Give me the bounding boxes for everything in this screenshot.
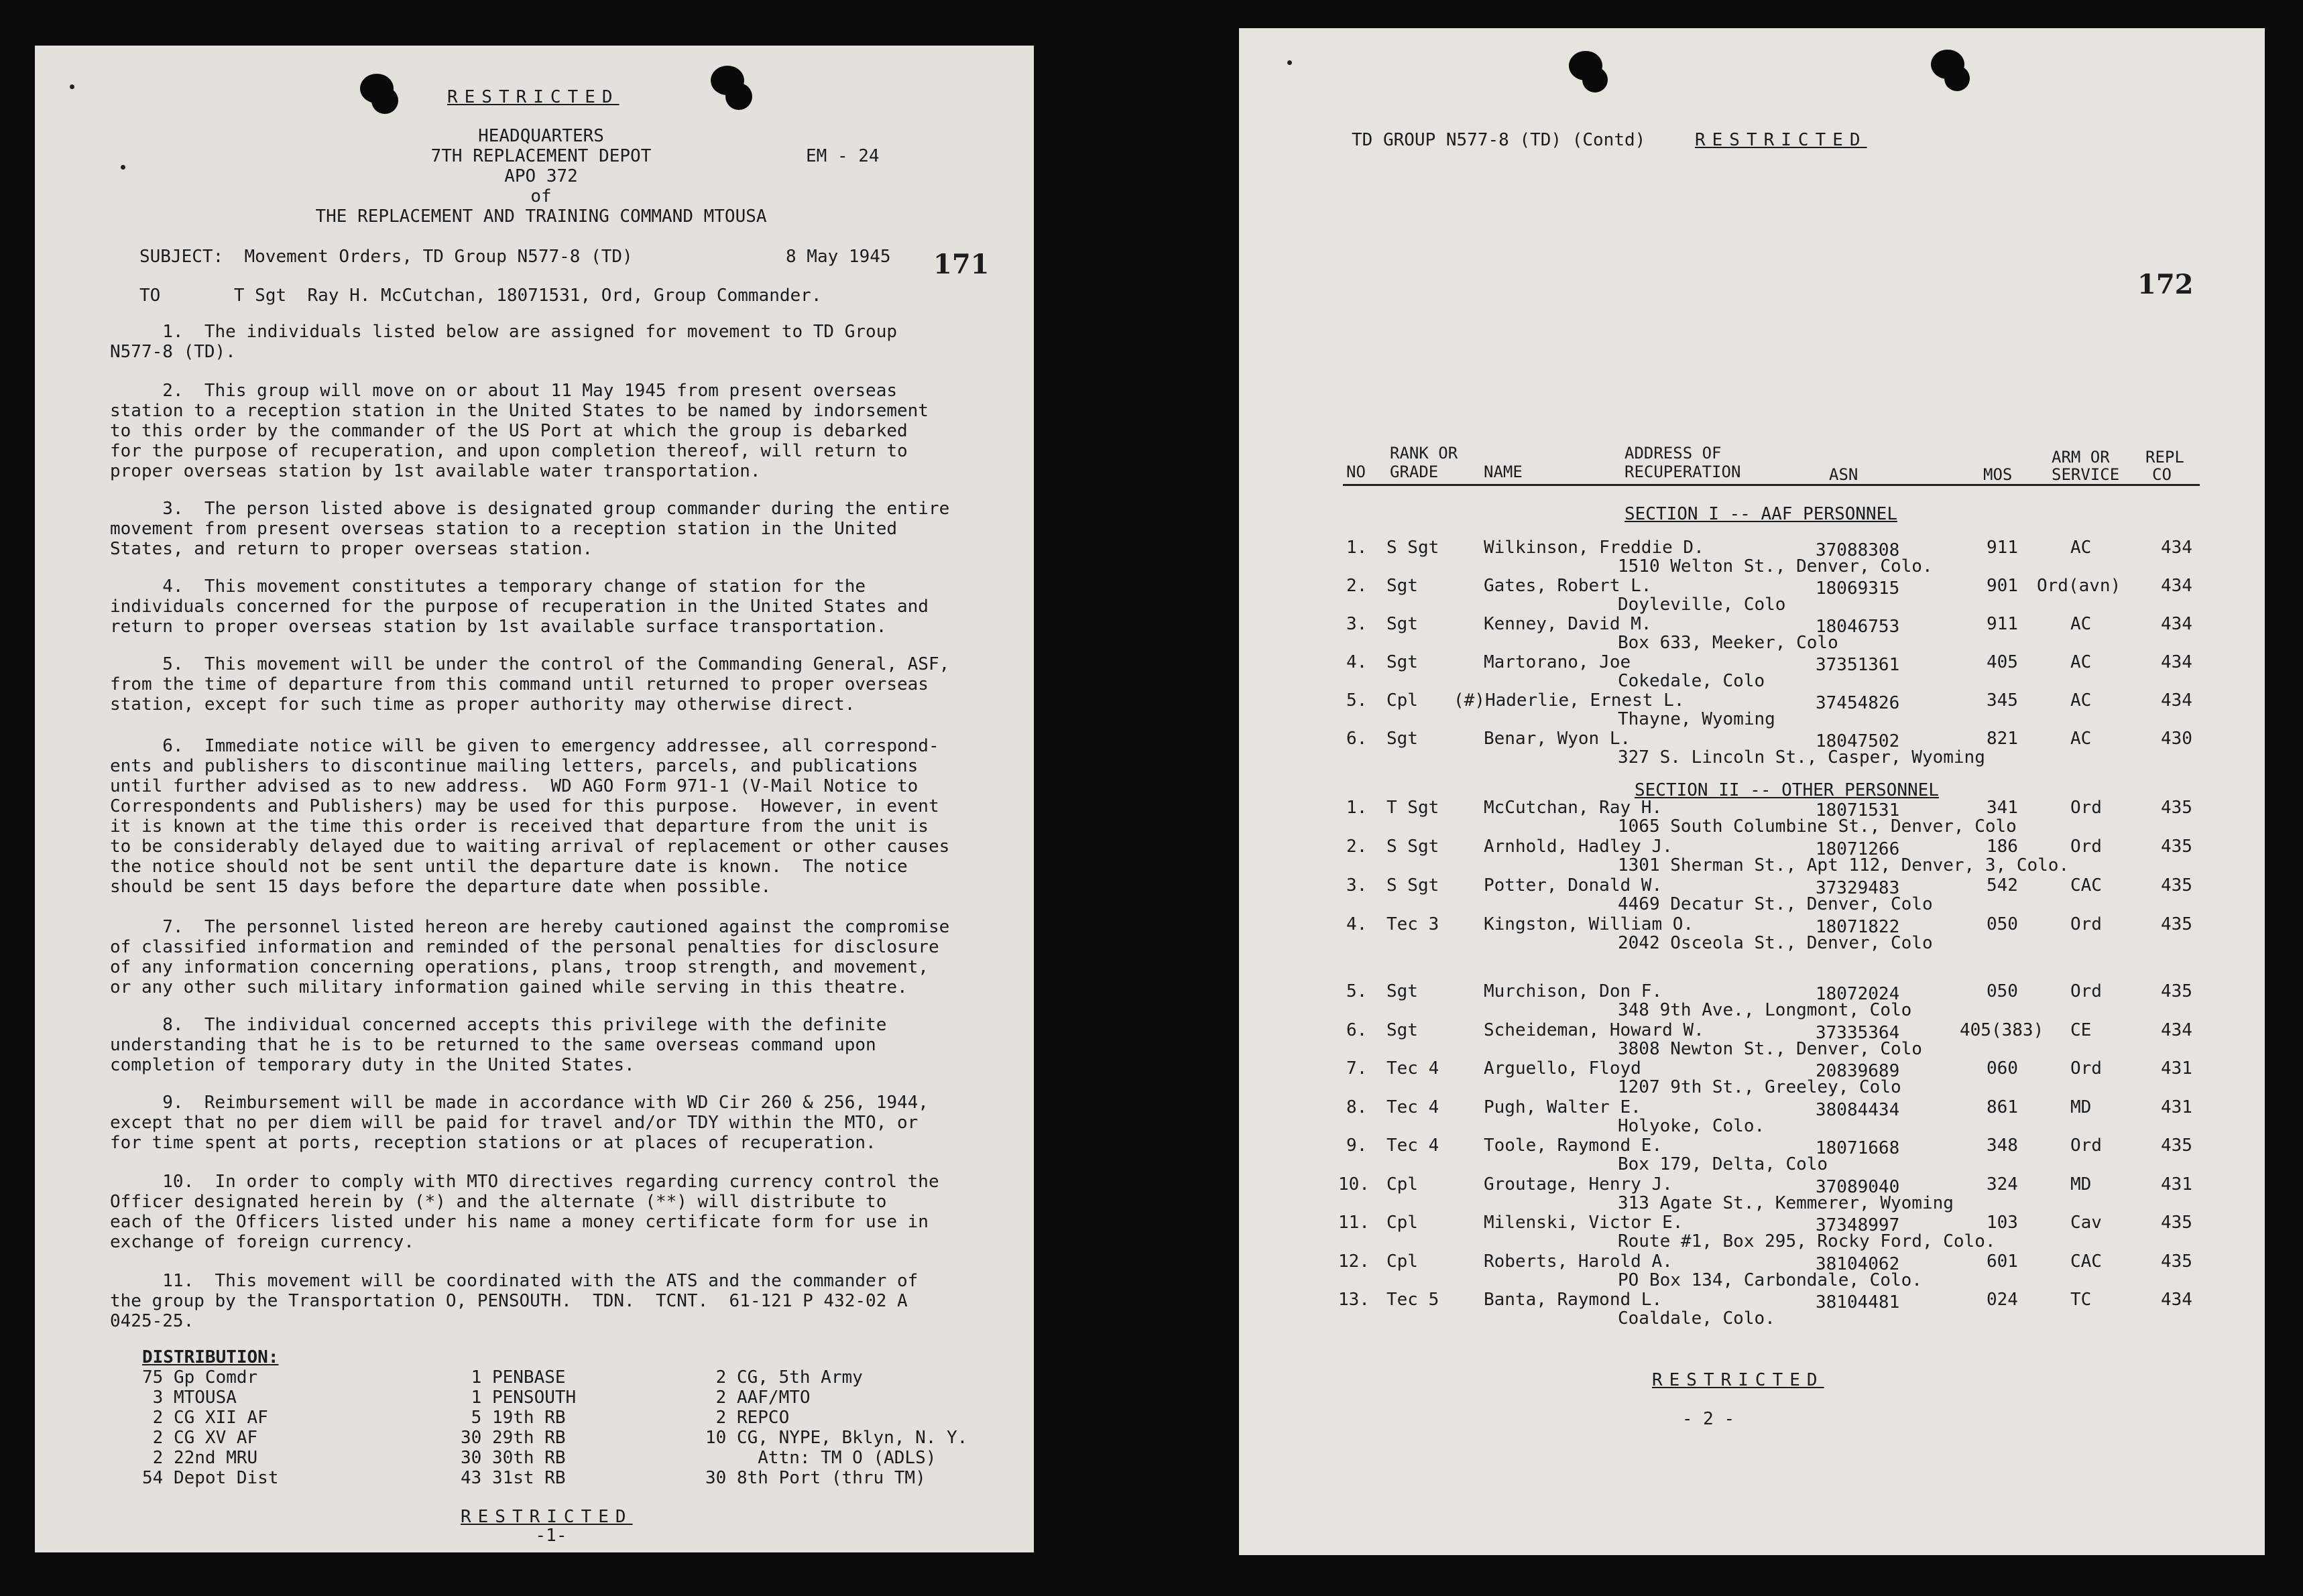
- distribution-entry: 1 PENBASE: [461, 1367, 566, 1388]
- row-arm-service: Ord: [2070, 837, 2102, 857]
- text-line: proper overseas station by 1st available water transportation.: [110, 461, 761, 481]
- distribution-entry: Attn: TM O (ADLS): [705, 1448, 937, 1468]
- text-line: 7. The personnel listed hereon are hereby cautioned against the compromise: [110, 917, 950, 937]
- row-arm-service: CE: [2070, 1020, 2092, 1040]
- text-line: 5. This movement will be under the control of the Commanding General, ASF,: [110, 654, 950, 674]
- col-header-rank-2: GRADE: [1390, 463, 1439, 481]
- row-address: 348 9th Ave., Longmont, Colo: [1618, 1000, 1912, 1020]
- row-rank: Tec 4: [1386, 1058, 1439, 1079]
- row-name: Benar, Wyon L.: [1484, 729, 1631, 749]
- row-number: 7.: [1346, 1058, 1368, 1079]
- row-asn: 37329483: [1816, 878, 1900, 898]
- row-arm-service: CAC: [2070, 1251, 2102, 1272]
- distribution-entry: 2 CG XV AF: [142, 1428, 258, 1448]
- row-mos: 861: [1987, 1097, 2018, 1117]
- punch-hole-left-2: [371, 87, 398, 114]
- text-line: exchange of foreign currency.: [110, 1232, 414, 1252]
- row-name: Murchison, Don F.: [1484, 981, 1663, 1001]
- page-stamp: 172: [2137, 269, 2194, 300]
- text-line: 4. This movement constitutes a temporary change of station for the: [110, 576, 866, 597]
- text-line: to this order by the commander of the US Port at which the group is debarked: [110, 421, 908, 441]
- text-line: 0425-25.: [110, 1311, 194, 1331]
- paragraph-11: [110, 1271, 982, 1331]
- row-address: PO Box 134, Carbondale, Colo.: [1618, 1270, 1922, 1290]
- text-line: Officer designated herein by (*) and the alternate (**) will distribute to: [110, 1192, 887, 1212]
- row-repl-co: 435: [2161, 837, 2192, 857]
- row-mos: 911: [1987, 614, 2018, 634]
- text-line: 9. Reimbursement will be made in accordance with WD Cir 260 & 256, 1944,: [110, 1093, 929, 1113]
- row-repl-co: 431: [2161, 1097, 2192, 1117]
- row-mos: 103: [1987, 1213, 2018, 1233]
- row-mos: 341: [1987, 798, 2018, 818]
- row-mos: 050: [1987, 914, 2018, 934]
- distribution-entry: 1 PENSOUTH: [461, 1388, 577, 1408]
- row-address: 3808 Newton St., Denver, Colo: [1618, 1038, 1922, 1059]
- row-repl-co: 431: [2161, 1174, 2192, 1194]
- row-name: Potter, Donald W.: [1484, 875, 1663, 896]
- row-address: Thayne, Wyoming: [1618, 709, 1775, 729]
- row-repl-co: 435: [2161, 914, 2192, 934]
- row-number: 9.: [1346, 1135, 1368, 1156]
- row-arm-service: Ord: [2070, 798, 2102, 818]
- restricted-footer: RESTRICTED: [1652, 1370, 1824, 1390]
- row-address: 1065 South Columbine St., Denver, Colo: [1618, 816, 2017, 837]
- text-line: it is known at the time this order is received that departure from the unit is: [110, 816, 929, 837]
- row-number: 3.: [1346, 875, 1368, 896]
- hq-line-3: APO 372: [504, 166, 578, 186]
- text-line: or any other such military information gained while serving in this theatre.: [110, 977, 908, 997]
- row-asn: 38084434: [1816, 1099, 1900, 1120]
- row-address: 1207 9th St., Greeley, Colo: [1618, 1077, 1901, 1097]
- row-rank: S Sgt: [1386, 837, 1439, 857]
- row-name: Milenski, Victor E.: [1484, 1213, 1684, 1233]
- restricted-footer: RESTRICTED: [461, 1507, 633, 1527]
- header-rule: [1343, 484, 2200, 486]
- em-number: EM - 24: [806, 146, 880, 166]
- distribution-entry: 3 MTOUSA: [142, 1388, 237, 1408]
- row-arm-service: Cav: [2070, 1213, 2102, 1233]
- text-line: to be considerably delayed due to waiting arrival of replacement or other causes: [110, 837, 950, 857]
- row-mos: 901: [1987, 576, 2018, 596]
- row-mos: 542: [1987, 875, 2018, 896]
- row-address: 2042 Osceola St., Denver, Colo: [1618, 933, 1933, 953]
- text-line: from the time of departure from this command until returned to proper overseas: [110, 674, 929, 694]
- row-asn: 18047502: [1816, 731, 1900, 751]
- row-mos: 405(383): [1960, 1020, 2044, 1040]
- speck: [121, 165, 125, 170]
- row-asn: 37088308: [1816, 540, 1900, 560]
- col-header-repl-1: REPL: [2145, 448, 2184, 467]
- row-rank: Cpl: [1386, 1251, 1418, 1272]
- to-line: TO T Sgt Ray H. McCutchan, 18071531, Ord, Group Commander.: [139, 286, 822, 306]
- text-line: 1. The individuals listed below are assigned for movement to TD Group: [110, 322, 897, 342]
- row-mos: 821: [1987, 729, 2018, 749]
- text-line: individuals concerned for the purpose of recuperation in the United States and: [110, 597, 929, 617]
- col-header-name: NAME: [1484, 463, 1523, 481]
- col-header-mos: MOS: [1983, 465, 2013, 484]
- paragraph-9: [110, 1093, 982, 1153]
- paragraph-4: [110, 576, 982, 637]
- row-mos: 601: [1987, 1251, 2018, 1272]
- text-line: of classified information and reminded of the personal penalties for disclosure: [110, 937, 939, 957]
- row-asn: 37335364: [1816, 1022, 1900, 1043]
- restricted-header: RESTRICTED: [1695, 130, 1867, 150]
- row-arm-service: Ord: [2070, 1058, 2102, 1079]
- paragraph-6: [110, 736, 982, 897]
- paragraph-3: [110, 499, 982, 559]
- punch-hole-right-2: [1944, 66, 1970, 91]
- section-1-title: SECTION I -- AAF PERSONNEL: [1625, 504, 1897, 524]
- col-header-address-1: ADDRESS OF: [1625, 444, 1722, 463]
- text-line: until further advised as to new address. WD AGO Form 971-1 (V-Mail Notice to: [110, 776, 919, 796]
- row-name: Banta, Raymond L.: [1484, 1290, 1663, 1310]
- row-mos: 405: [1987, 652, 2018, 672]
- row-repl-co: 434: [2161, 538, 2192, 558]
- row-rank: T Sgt: [1386, 798, 1439, 818]
- row-number: 1.: [1346, 798, 1368, 818]
- distribution-col-3: [705, 1367, 1020, 1488]
- row-repl-co: 434: [2161, 690, 2192, 711]
- speck: [1287, 60, 1292, 65]
- distribution-entry: 54 Depot Dist: [142, 1468, 279, 1488]
- row-address: Holyoke, Colo.: [1618, 1115, 1765, 1136]
- row-asn: 18071266: [1816, 839, 1900, 859]
- text-line: ents and publishers to discontinue mailing letters, parcels, and publications: [110, 756, 919, 776]
- paragraph-10: [110, 1172, 982, 1252]
- row-asn: 18071822: [1816, 917, 1900, 937]
- row-address: 4469 Decatur St., Denver, Colo: [1618, 894, 1933, 914]
- text-line: 6. Immediate notice will be given to emergency addressee, all correspond-: [110, 736, 939, 756]
- order-date: 8 May 1945: [786, 247, 891, 267]
- distribution-entry: 30 30th RB: [461, 1448, 566, 1468]
- row-asn: 18071531: [1816, 800, 1900, 820]
- text-line: the notice should not be sent until the departure date is known. The notice: [110, 857, 908, 877]
- row-arm-service: Ord: [2070, 1135, 2102, 1156]
- distribution-entry: 2 AAF/MTO: [705, 1388, 811, 1408]
- row-number: 2.: [1346, 576, 1368, 596]
- row-arm-service: AC: [2070, 729, 2092, 749]
- row-mos: 345: [1987, 690, 2018, 711]
- row-address: Box 179, Delta, Colo: [1618, 1154, 1828, 1174]
- row-number: 8.: [1346, 1097, 1368, 1117]
- row-number: 13.: [1338, 1290, 1370, 1310]
- distribution-entry: 43 31st RB: [461, 1468, 566, 1488]
- row-asn: 18069315: [1816, 578, 1900, 599]
- row-repl-co: 430: [2161, 729, 2192, 749]
- row-arm-service: Ord: [2070, 914, 2102, 934]
- document-page-1: [35, 46, 1034, 1552]
- col-header-rank-1: RANK OR: [1390, 444, 1458, 463]
- text-line: States, and return to proper overseas station.: [110, 539, 593, 559]
- col-header-arm-1: ARM OR: [2052, 448, 2110, 467]
- row-repl-co: 435: [2161, 1213, 2192, 1233]
- text-line: except that no per diem will be paid for travel and/or TDY within the MTO, or: [110, 1113, 919, 1133]
- row-name: (#)Haderlie, Ernest L.: [1454, 690, 1685, 711]
- hq-line-2: 7TH REPLACEMENT DEPOT: [430, 146, 652, 166]
- row-rank: Sgt: [1386, 1020, 1418, 1040]
- row-number: 4.: [1346, 652, 1368, 672]
- col-header-asn: ASN: [1829, 465, 1858, 484]
- continuation-line: TD GROUP N577-8 (TD) (Contd): [1352, 130, 1646, 150]
- row-repl-co: 434: [2161, 1020, 2192, 1040]
- row-mos: 186: [1987, 837, 2018, 857]
- text-line: each of the Officers listed under his name a money certificate form for use in: [110, 1212, 929, 1232]
- text-line: 3. The person listed above is designated group commander during the entire: [110, 499, 950, 519]
- section-2-title: SECTION II -- OTHER PERSONNEL: [1635, 780, 1939, 800]
- row-rank: Tec 3: [1386, 914, 1439, 934]
- row-rank: Cpl: [1386, 1174, 1418, 1194]
- row-asn: 18071668: [1816, 1138, 1900, 1158]
- text-line: 11. This movement will be coordinated with the ATS and the commander of: [110, 1271, 919, 1291]
- row-arm-service: AC: [2070, 538, 2092, 558]
- row-name: Gates, Robert L.: [1484, 576, 1652, 596]
- row-name: McCutchan, Ray H.: [1484, 798, 1663, 818]
- row-number: 4.: [1346, 914, 1368, 934]
- text-line: of any information concerning operations, plans, troop strength, and movement,: [110, 957, 929, 977]
- col-header-no: NO: [1346, 463, 1366, 481]
- document-page-2: [1239, 28, 2265, 1555]
- distribution-col-1: [142, 1367, 424, 1488]
- row-rank: Cpl: [1386, 1213, 1418, 1233]
- row-address: Coaldale, Colo.: [1618, 1308, 1775, 1329]
- row-name: Martorano, Joe: [1484, 652, 1631, 672]
- row-repl-co: 434: [2161, 576, 2192, 596]
- paragraph-1: [110, 322, 982, 362]
- distribution-entry: 30 29th RB: [461, 1428, 566, 1448]
- row-name: Roberts, Harold A.: [1484, 1251, 1673, 1272]
- row-number: 10.: [1338, 1174, 1370, 1194]
- text-line: 2. This group will move on or about 11 May 1945 from present overseas: [110, 381, 897, 401]
- paragraph-7: [110, 917, 982, 997]
- row-asn: 18046753: [1816, 617, 1900, 637]
- row-arm-service: TC: [2070, 1290, 2092, 1310]
- row-rank: Sgt: [1386, 614, 1418, 634]
- row-asn: 20839689: [1816, 1061, 1900, 1081]
- distribution-entry: 30 8th Port (thru TM): [705, 1468, 926, 1488]
- row-address: Cokedale, Colo: [1618, 671, 1765, 691]
- row-name: Pugh, Walter E.: [1484, 1097, 1641, 1117]
- row-name: Kingston, William O.: [1484, 914, 1694, 934]
- row-number: 3.: [1346, 614, 1368, 634]
- col-header-arm-2: SERVICE: [2052, 465, 2120, 484]
- hq-line-1: HEADQUARTERS: [478, 126, 604, 146]
- row-rank: Tec 5: [1386, 1290, 1439, 1310]
- row-mos: 050: [1987, 981, 2018, 1001]
- row-repl-co: 435: [2161, 981, 2192, 1001]
- row-number: 6.: [1346, 1020, 1368, 1040]
- row-rank: S Sgt: [1386, 875, 1439, 896]
- row-rank: Tec 4: [1386, 1097, 1439, 1117]
- text-line: for the purpose of recuperation, and upon completion thereof, will return to: [110, 441, 908, 461]
- distribution-entry: 2 22nd MRU: [142, 1448, 258, 1468]
- paragraph-8: [110, 1015, 982, 1075]
- row-asn: 37089040: [1816, 1176, 1900, 1197]
- punch-hole-left-2: [1582, 67, 1608, 93]
- row-repl-co: 435: [2161, 1251, 2192, 1272]
- row-address: 1301 Sherman St., Apt 112, Denver, 3, Colo.: [1618, 855, 2070, 875]
- text-line: station, except for such time as proper authority may otherwise direct.: [110, 694, 855, 715]
- text-line: understanding that he is to be returned to the same overseas command upon: [110, 1035, 876, 1055]
- restricted-header: RESTRICTED: [447, 87, 619, 107]
- row-repl-co: 435: [2161, 875, 2192, 896]
- page-number: -1-: [535, 1526, 567, 1546]
- row-mos: 024: [1987, 1290, 2018, 1310]
- row-address: Route #1, Box 295, Rocky Ford, Colo.: [1618, 1231, 1996, 1251]
- row-arm-service: AC: [2070, 652, 2092, 672]
- page-stamp: 171: [933, 249, 990, 280]
- text-line: N577-8 (TD).: [110, 342, 236, 362]
- text-line: movement from present overseas station to a reception station in the United: [110, 519, 897, 539]
- hq-line-4: of: [530, 186, 552, 206]
- row-name: Toole, Raymond E.: [1484, 1135, 1663, 1156]
- row-repl-co: 434: [2161, 614, 2192, 634]
- row-mos: 911: [1987, 538, 2018, 558]
- page-number: - 2 -: [1681, 1409, 1735, 1429]
- row-repl-co: 431: [2161, 1058, 2192, 1079]
- row-name: Groutage, Henry J.: [1484, 1174, 1673, 1194]
- row-address: Box 633, Meeker, Colo: [1618, 633, 1838, 653]
- row-name: Arguello, Floyd: [1484, 1058, 1641, 1079]
- row-asn: 37351361: [1816, 655, 1900, 675]
- row-arm-service: MD: [2070, 1174, 2092, 1194]
- hq-line-5: THE REPLACEMENT AND TRAINING COMMAND MTOUSA: [315, 206, 767, 227]
- speck: [70, 84, 74, 89]
- text-line: for time spent at ports, reception stations or at places of recuperation.: [110, 1133, 876, 1153]
- row-number: 6.: [1346, 729, 1368, 749]
- row-asn: 37348997: [1816, 1215, 1900, 1235]
- row-mos: 324: [1987, 1174, 2018, 1194]
- text-line: 10. In order to comply with MTO directives regarding currency control the: [110, 1172, 939, 1192]
- row-number: 12.: [1338, 1251, 1370, 1272]
- distribution-entry: 10 CG, NYPE, Bklyn, N. Y.: [705, 1428, 968, 1448]
- row-arm-service: AC: [2070, 690, 2092, 711]
- row-rank: Cpl: [1386, 690, 1418, 711]
- distribution-entry: 2 REPCO: [705, 1408, 790, 1428]
- row-rank: Sgt: [1386, 576, 1418, 596]
- row-asn: 38104062: [1816, 1253, 1900, 1274]
- row-number: 1.: [1346, 538, 1368, 558]
- text-line: 8. The individual concerned accepts this privilege with the definite: [110, 1015, 887, 1035]
- text-line: station to a reception station in the United States to be named by indorsement: [110, 401, 929, 421]
- row-address: 327 S. Lincoln St., Casper, Wyoming: [1618, 747, 1985, 768]
- row-arm-service: CAC: [2070, 875, 2102, 896]
- row-name: Scheideman, Howard W.: [1484, 1020, 1704, 1040]
- text-line: return to proper overseas station by 1st available surface transportation.: [110, 617, 887, 637]
- row-number: 5.: [1346, 981, 1368, 1001]
- row-asn: 18072024: [1816, 984, 1900, 1004]
- row-rank: Sgt: [1386, 652, 1418, 672]
- row-address: Doyleville, Colo: [1618, 595, 1786, 615]
- text-line: completion of temporary duty in the United States.: [110, 1055, 635, 1075]
- text-line: Correspondents and Publishers) may be used for this purpose. However, in event: [110, 796, 939, 816]
- row-asn: 38104481: [1816, 1292, 1900, 1312]
- row-repl-co: 435: [2161, 798, 2192, 818]
- row-repl-co: 435: [2161, 1135, 2192, 1156]
- row-name: Kenney, David M.: [1484, 614, 1652, 634]
- distribution-title: DISTRIBUTION:: [142, 1347, 279, 1367]
- subject-line: SUBJECT: Movement Orders, TD Group N577-8 (TD): [139, 247, 633, 267]
- col-header-repl-2: CO: [2152, 465, 2172, 484]
- row-number: 11.: [1338, 1213, 1370, 1233]
- row-rank: Tec 4: [1386, 1135, 1439, 1156]
- paragraph-2: [110, 381, 982, 481]
- row-number: 5.: [1346, 690, 1368, 711]
- row-repl-co: 434: [2161, 1290, 2192, 1310]
- col-header-address-2: RECUPERATION: [1625, 463, 1741, 481]
- row-number: 2.: [1346, 837, 1368, 857]
- row-asn: 37454826: [1816, 693, 1900, 713]
- paragraph-5: [110, 654, 982, 715]
- row-mos: 348: [1987, 1135, 2018, 1156]
- text-line: should be sent 15 days before the departure date when possible.: [110, 877, 772, 897]
- row-arm-service: Ord: [2070, 981, 2102, 1001]
- distribution-col-2: [461, 1367, 729, 1488]
- row-mos: 060: [1987, 1058, 2018, 1079]
- row-arm-service: AC: [2070, 614, 2092, 634]
- distribution-entry: 2 CG XII AF: [142, 1408, 268, 1428]
- row-rank: Sgt: [1386, 981, 1418, 1001]
- row-name: Arnhold, Hadley J.: [1484, 837, 1673, 857]
- distribution-entry: 75 Gp Comdr: [142, 1367, 258, 1388]
- row-arm-service: MD: [2070, 1097, 2092, 1117]
- text-line: the group by the Transportation O, PENSOUTH. TDN. TCNT. 61-121 P 432-02 A: [110, 1291, 908, 1311]
- distribution-entry: 5 19th RB: [461, 1408, 566, 1428]
- distribution-entry: 2 CG, 5th Army: [705, 1367, 863, 1388]
- punch-hole-right-2: [725, 83, 752, 110]
- row-address: 313 Agate St., Kemmerer, Wyoming: [1618, 1192, 1954, 1213]
- row-rank: S Sgt: [1386, 538, 1439, 558]
- row-repl-co: 434: [2161, 652, 2192, 672]
- row-rank: Sgt: [1386, 729, 1418, 749]
- row-address: 1510 Welton St., Denver, Colo.: [1618, 556, 1933, 576]
- row-name: Wilkinson, Freddie D.: [1484, 538, 1704, 558]
- row-arm-service: Ord(avn): [2037, 576, 2121, 596]
